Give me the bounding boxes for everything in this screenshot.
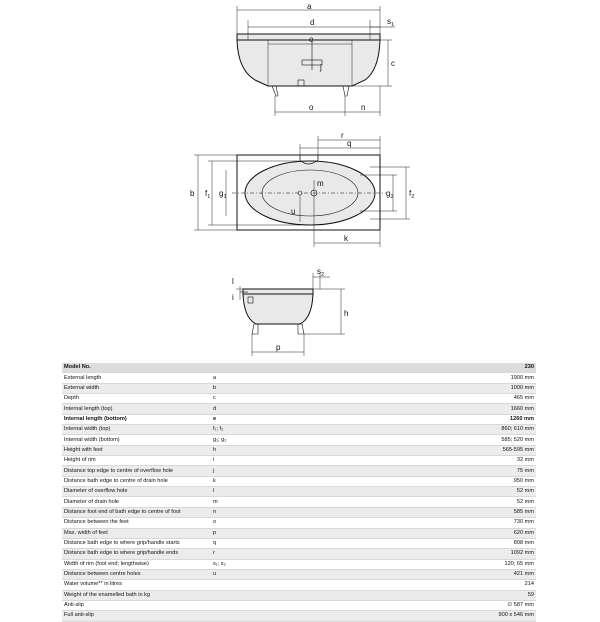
table-row [62,394,536,404]
row-symbol: a [211,373,335,383]
dim-label-a: a [307,2,312,11]
top-view-drawing [190,131,414,247]
row-label: Anti-slip [62,600,211,610]
table-row [62,373,536,383]
row-label: External length [62,373,211,383]
row-label: External width [62,383,211,393]
table-row [62,590,536,600]
row-symbol [211,611,335,621]
end-view-drawing [232,267,348,356]
row-symbol: e [211,414,335,424]
specification-table [62,363,536,622]
row-symbol: b [211,383,335,393]
row-label: Internal length (top) [62,404,211,414]
row-label: Diameter of drain hole [62,497,211,507]
row-symbol: h [211,445,335,455]
row-symbol: m [211,497,335,507]
row-value: ∅ 587 mm [335,600,536,610]
row-symbol: g₁; g₂ [211,435,335,445]
row-symbol: p [211,528,335,538]
row-symbol: l [211,487,335,497]
dim-label-f1: $f_1$ [205,189,211,200]
dim-label-s2: $s_2$ [317,267,325,278]
header-model-number: 230 [335,363,536,373]
dim-label-g2: $g_2$ [386,189,394,200]
dim-label-l: l [232,277,234,286]
dim-label-e: e [309,35,314,44]
row-value: 1900 mm [335,373,536,383]
row-label: Distance between centre holes [62,569,211,579]
dim-label-i: i [232,293,234,302]
table-row [62,466,536,476]
row-symbol: c [211,394,335,404]
row-label: Depth [62,394,211,404]
row-value: 950 mm [335,476,536,486]
row-value: 1092 mm [335,549,536,559]
dim-label-u: u [291,207,296,216]
row-value: 59 [335,590,536,600]
table-row [62,456,536,466]
row-value: 900 x 546 mm [335,611,536,621]
row-symbol [211,580,335,590]
table-row [62,404,536,414]
row-value: 585; 520 mm [335,435,536,445]
row-value: 808 mm [335,538,536,548]
row-symbol: u [211,569,335,579]
dim-label-o: o [309,103,314,112]
dim-label-q: q [347,139,352,148]
row-symbol: s₁; s₂ [211,559,335,569]
table-row [62,425,536,435]
table-row [62,435,536,445]
table-row [62,600,536,610]
row-label: Water volume** in litres [62,580,211,590]
row-label: Distance foot end of bath edge to centre of foot [62,507,211,517]
table-row [62,549,536,559]
dim-label-m: m [317,179,324,188]
row-label: Internal width (bottom) [62,435,211,445]
dim-label-j: j [320,63,322,72]
row-label: Distance top edge to centre of overflow hole [62,466,211,476]
row-value: 52 mm [335,487,536,497]
row-label: Diameter of overflow hole [62,487,211,497]
dim-label-h: h [344,309,349,318]
row-value: 465 mm [335,394,536,404]
row-value: 32 mm [335,456,536,466]
row-label: Distance bath edge to centre of drain hole [62,476,211,486]
header-label: Model No. [62,363,211,373]
row-value: 75 mm [335,466,536,476]
row-symbol: q [211,538,335,548]
table-row [62,414,536,424]
row-symbol [211,600,335,610]
table-row [62,476,536,486]
dim-label-s1: $s_1$ [387,17,395,28]
row-value: 620 mm [335,528,536,538]
dim-label-b: b [190,189,195,198]
table-row [62,559,536,569]
row-value: 1260 mm [335,414,536,424]
row-value: 730 mm [335,518,536,528]
row-label: Weight of the enamelled bath in kg [62,590,211,600]
table-header-row [62,363,536,373]
table-row [62,507,536,517]
row-symbol: r [211,549,335,559]
dim-label-p: p [276,343,281,352]
row-symbol [211,590,335,600]
table-row [62,518,536,528]
table-row [62,497,536,507]
row-label: Internal width (top) [62,425,211,435]
row-label: Distance bath edge to where grip/handle ends [62,549,211,559]
dim-label-k: k [344,234,348,243]
row-value: 120; 65 mm [335,559,536,569]
dim-label-f2: $f_2$ [409,189,415,200]
table-row [62,528,536,538]
row-value: 52 mm [335,497,536,507]
row-value: 860; 610 mm [335,425,536,435]
table-row [62,538,536,548]
side-view-drawing [237,2,395,116]
dim-label-c: c [391,59,395,68]
row-symbol: f₁; f₂ [211,425,335,435]
row-label: Width of rim (foot end; lengthwise) [62,559,211,569]
row-value: 565-595 mm [335,445,536,455]
row-symbol: o [211,518,335,528]
row-label: Full anti-slip [62,611,211,621]
row-symbol: d [211,404,335,414]
row-value: 1000 mm [335,383,536,393]
row-label: Height with feet [62,445,211,455]
table-row [62,383,536,393]
table-row [62,580,536,590]
row-label: Internal length (bottom) [62,414,211,424]
row-label: Distance bath edge to where grip/handle starts [62,538,211,548]
row-symbol: j [211,466,335,476]
dim-label-g1: $g_1$ [219,189,227,200]
table-row [62,445,536,455]
table-row [62,569,536,579]
row-symbol: n [211,507,335,517]
row-value: 214 [335,580,536,590]
row-label: Max. width of feet [62,528,211,538]
dim-label-d: d [310,18,315,27]
dim-label-n: n [361,103,366,112]
row-value: 1660 mm [335,404,536,414]
dim-label-r: r [341,131,344,140]
row-label: Height of rim [62,456,211,466]
row-symbol: k [211,476,335,486]
table-row [62,611,536,621]
row-symbol: i [211,456,335,466]
header-symbol [211,363,335,373]
table-row [62,487,536,497]
row-label: Distance between the feet [62,518,211,528]
row-value: 585 mm [335,507,536,517]
row-value: 421 mm [335,569,536,579]
